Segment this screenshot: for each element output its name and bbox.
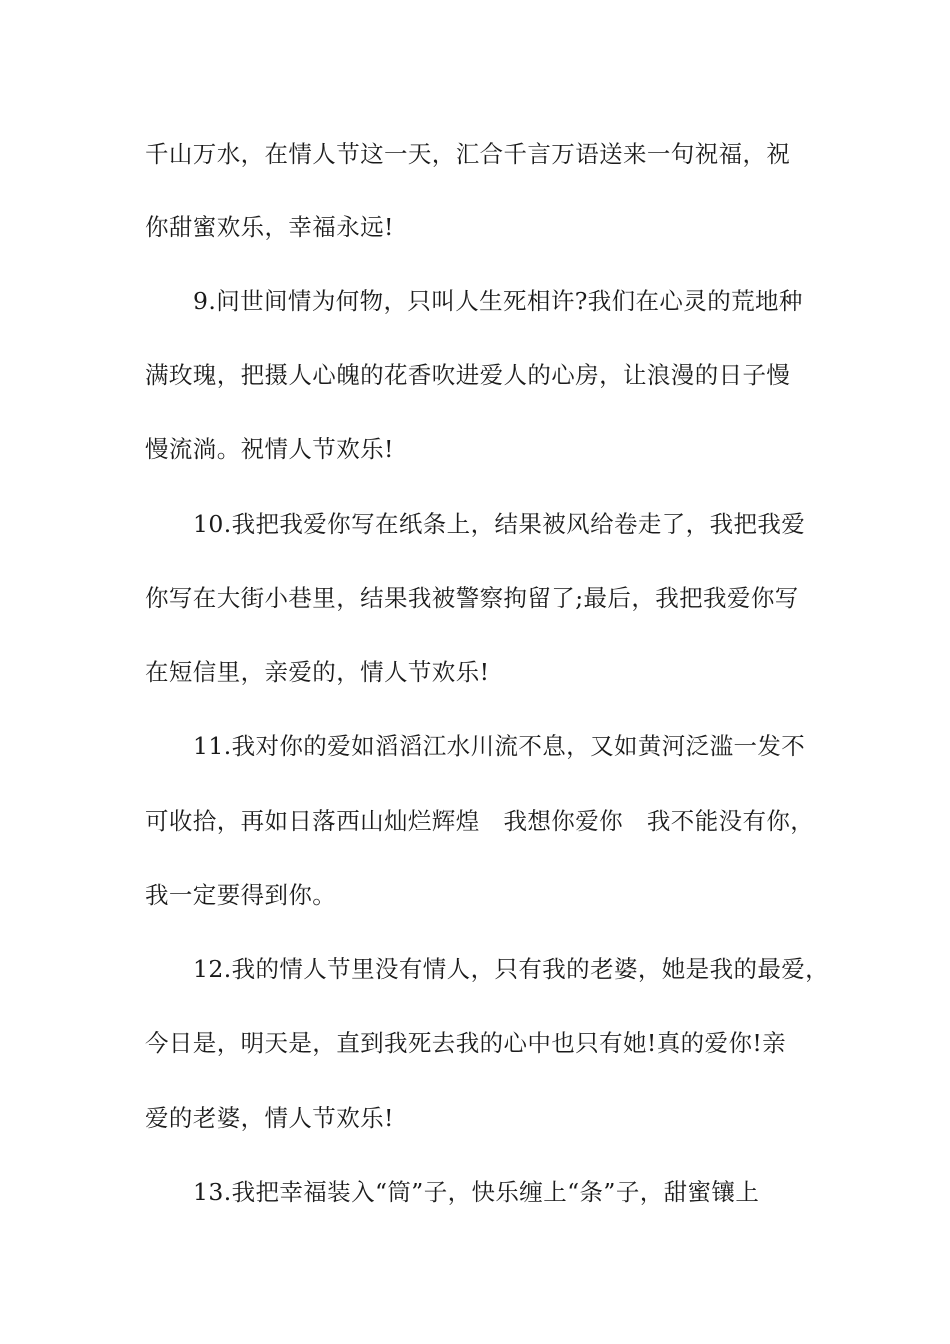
text-line: 可收拾，再如日落西山灿烂辉煌 我想你爱你 我不能没有你， <box>145 807 815 835</box>
text-line: 千山万水，在情人节这一天，汇合千言万语送来一句祝福，祝 <box>145 140 791 168</box>
paragraph-first-line: 12.我的情人节里没有情人，只有我的老婆，她是我的最爱， <box>193 955 830 983</box>
text-line: 在短信里，亲爱的，情人节欢乐! <box>145 658 490 686</box>
text-line: 你写在大街小巷里，结果我被警察拘留了;最后，我把我爱你写 <box>145 584 799 612</box>
text-line: 满玫瑰，把摄人心魄的花香吹进爱人的心房，让浪漫的日子慢 <box>145 361 791 389</box>
text-line: 你甜蜜欢乐，幸福永远! <box>145 213 394 241</box>
text-line: 爱的老婆，情人节欢乐! <box>145 1104 394 1132</box>
paragraph-first-line: 11.我对你的爱如滔滔江水川流不息，又如黄河泛滥一发不 <box>193 732 806 760</box>
text-line: 我一定要得到你。 <box>145 881 337 909</box>
paragraph-first-line: 9.问世间情为何物，只叫人生死相许?我们在心灵的荒地种 <box>193 287 803 315</box>
text-line: 今日是，明天是，直到我死去我的心中也只有她!真的爱你!亲 <box>145 1029 787 1057</box>
paragraph-first-line: 10.我把我爱你写在纸条上，结果被风给卷走了，我把我爱 <box>193 510 806 538</box>
paragraph-first-line: 13.我把幸福装入“筒”子，快乐缠上“条”子，甜蜜镶上 <box>193 1178 760 1206</box>
text-line: 慢流淌。祝情人节欢乐! <box>145 435 394 463</box>
